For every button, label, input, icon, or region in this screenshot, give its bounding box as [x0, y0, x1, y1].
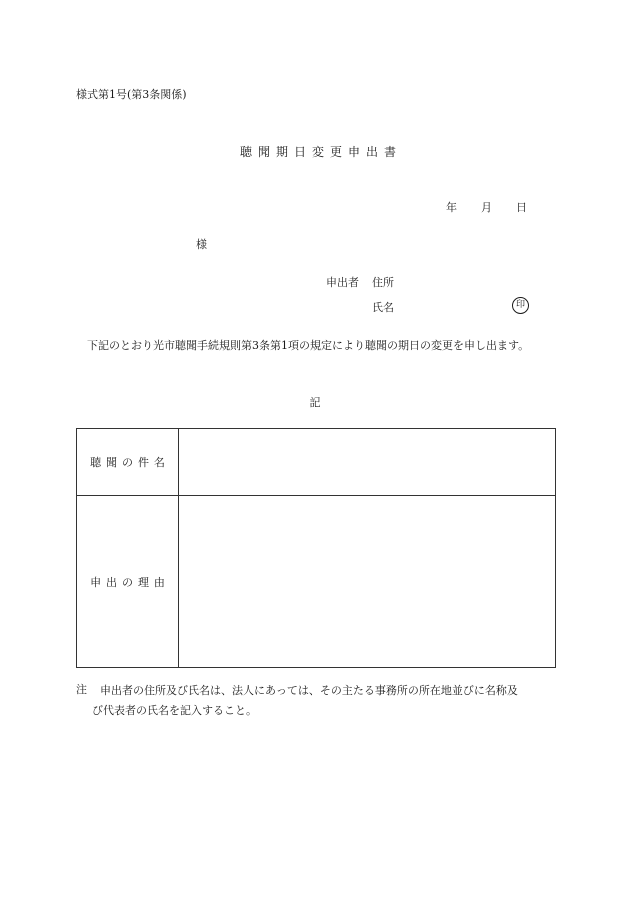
name-label: 氏名	[372, 301, 394, 314]
date-day: 日	[516, 201, 527, 214]
subject-label: 聴聞の件名	[77, 429, 179, 495]
date-line	[446, 199, 527, 215]
detail-table	[76, 428, 556, 668]
subject-row	[77, 429, 555, 496]
reason-field[interactable]	[179, 496, 555, 667]
note-line-2: び代表者の氏名を記入すること。	[92, 704, 257, 717]
date-month: 月	[481, 201, 492, 214]
note-mark: 注	[76, 683, 87, 696]
address-label: 住所	[372, 276, 394, 289]
seal-mark: 印	[512, 297, 529, 314]
reason-row	[77, 496, 555, 667]
applicant-label: 申出者	[326, 276, 359, 289]
document-title: 聴聞期日変更申出書	[239, 145, 402, 159]
form-number: 様式第1号(第3条関係)	[76, 88, 187, 101]
date-year: 年	[446, 201, 457, 214]
ki-heading: 記	[309, 396, 321, 409]
body-text: 下記のとおり光市聴聞手続規則第3条第1項の規定により聴聞の期日の変更を申し出ます。	[87, 339, 530, 352]
reason-label: 申出の理由	[77, 496, 179, 667]
subject-field[interactable]	[179, 429, 555, 495]
note-line-1: 申出者の住所及び氏名は、法人にあっては、その主たる事務所の所在地並びに名称及	[100, 684, 518, 697]
addressee-suffix: 様	[196, 238, 207, 251]
note-text	[92, 681, 560, 721]
